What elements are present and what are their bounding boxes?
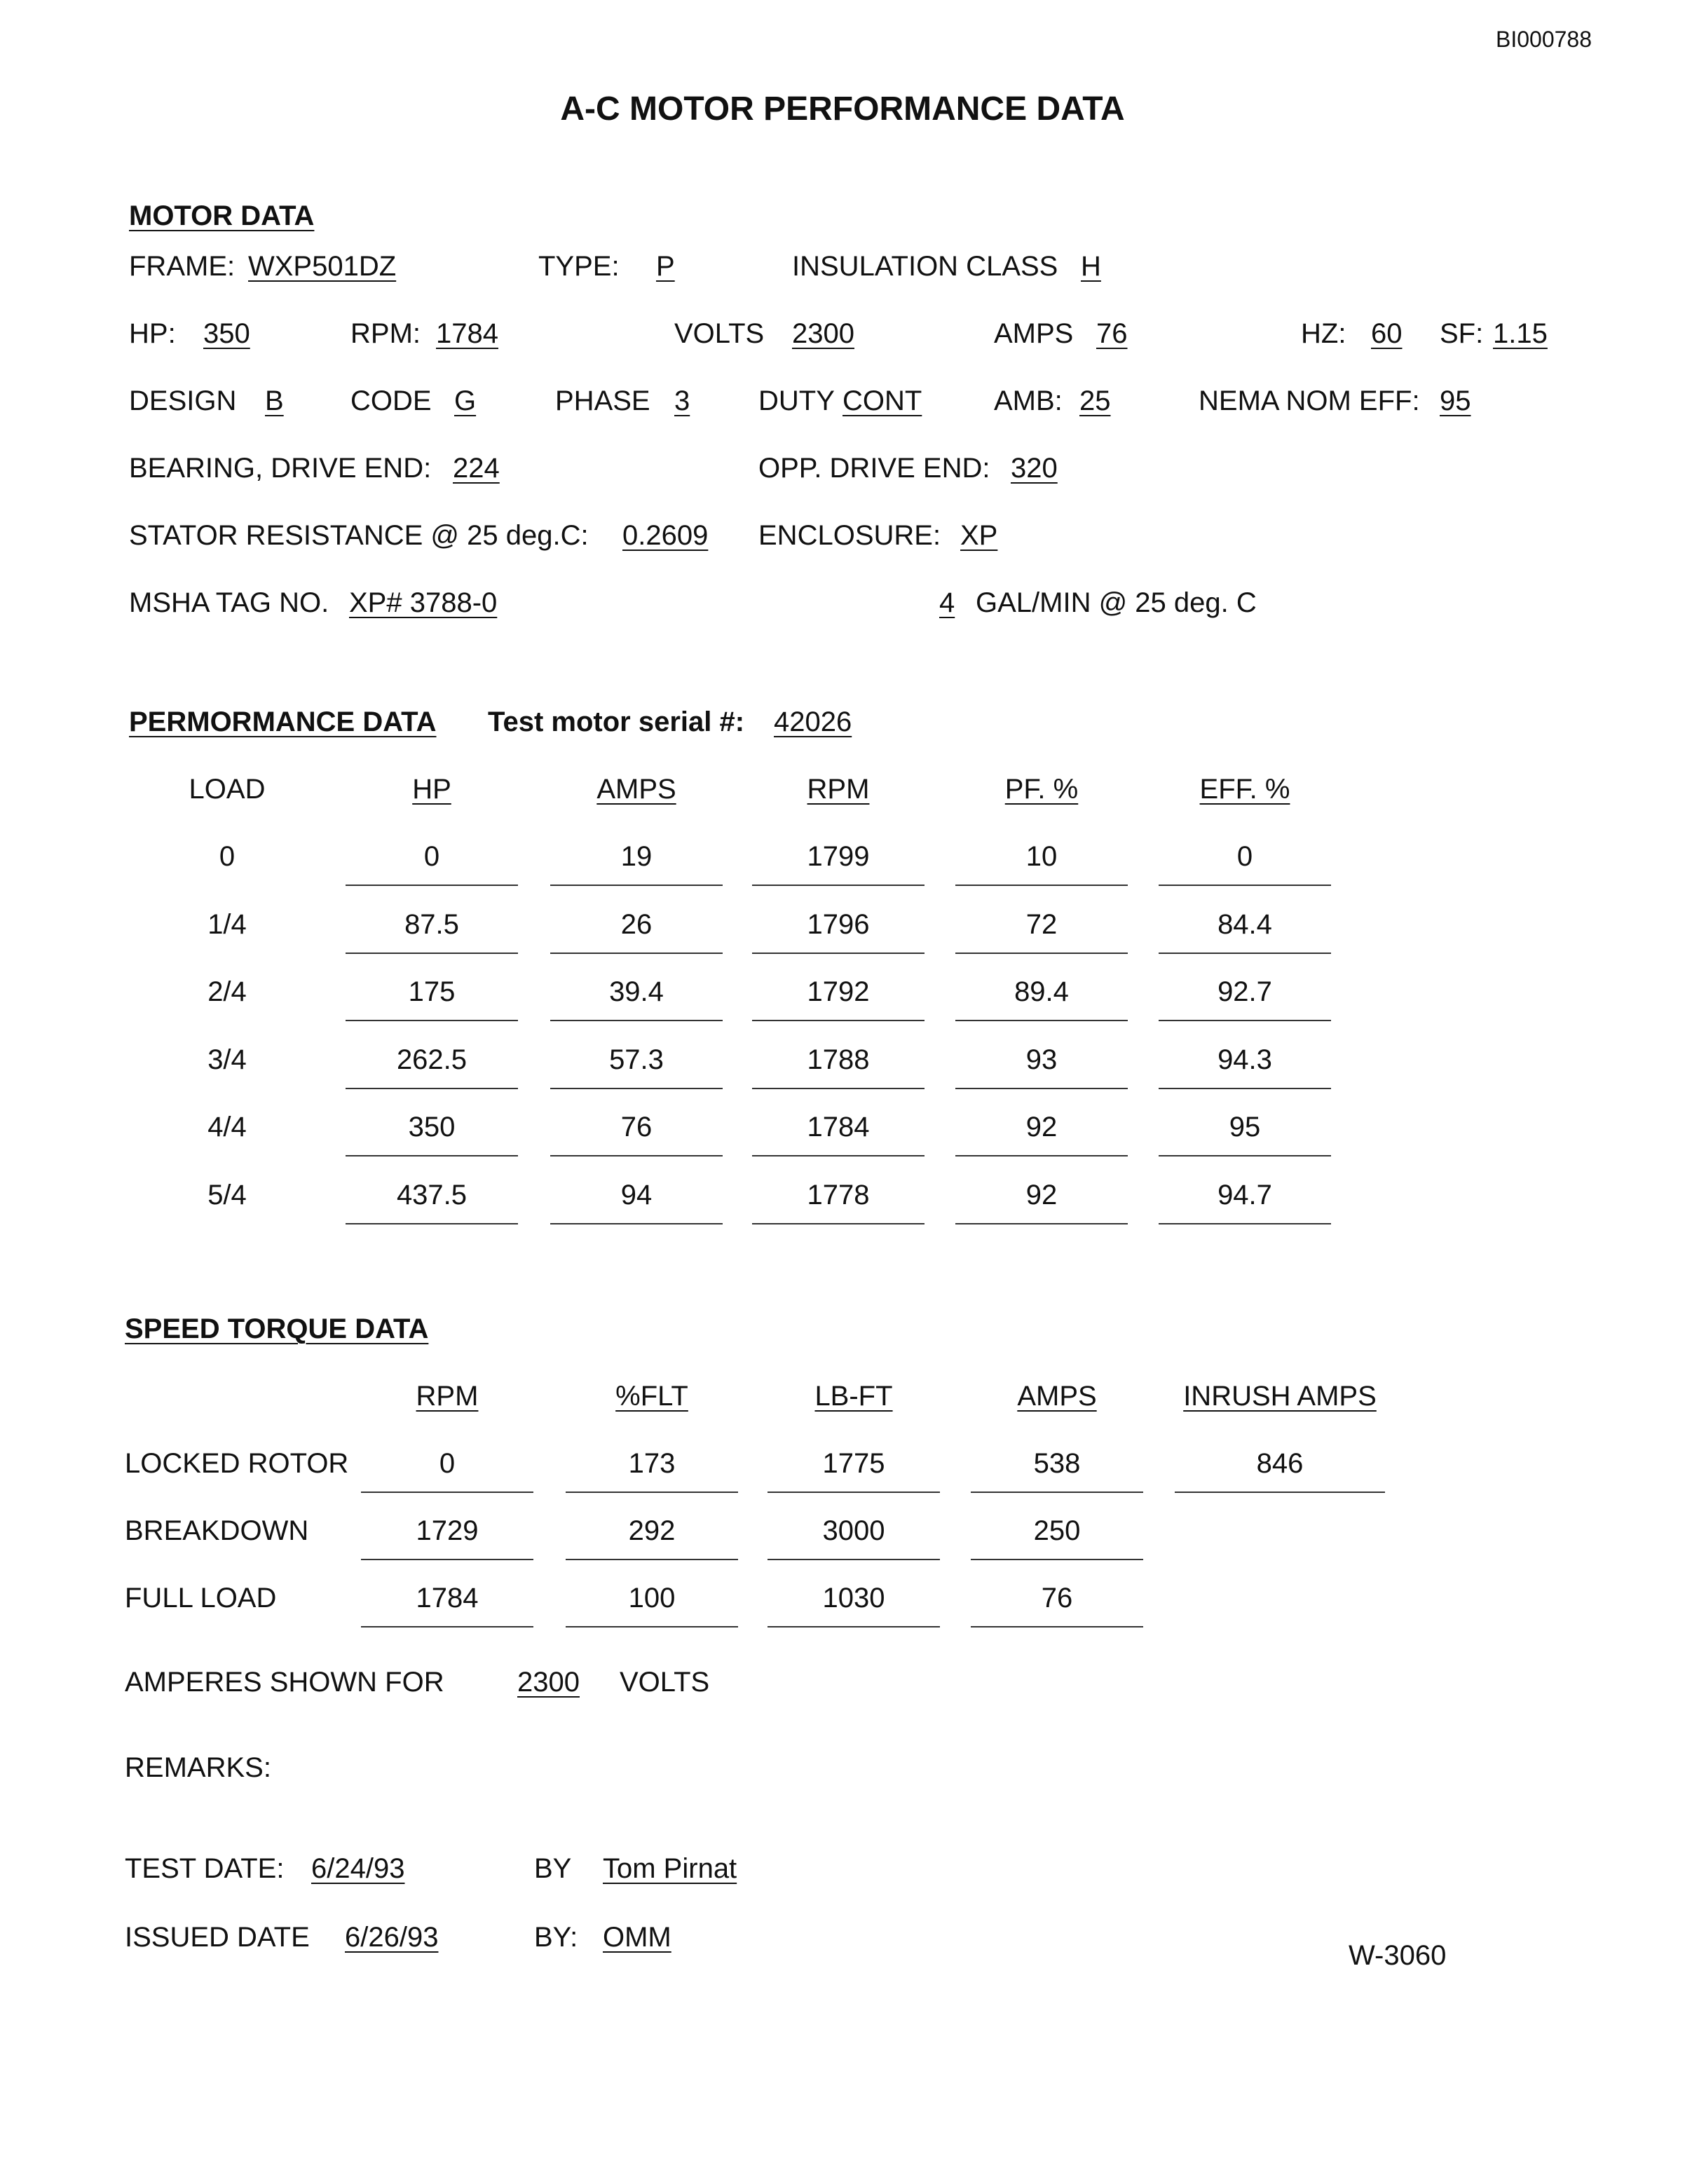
- perf-cell-load: 1/4: [207, 909, 247, 940]
- st-header-amps: AMPS: [1017, 1381, 1097, 1412]
- motor-data-heading: MOTOR DATA: [129, 200, 315, 231]
- st-header-rpm: RPM: [416, 1381, 479, 1412]
- perf-row-rule: [346, 953, 518, 954]
- perf-cell-amps: 19: [620, 841, 653, 872]
- st-cell-amps: 76: [1041, 1583, 1073, 1613]
- st-row-rule: [1175, 1492, 1385, 1493]
- hz-value: 60: [1371, 318, 1403, 349]
- perf-row-rule: [550, 1020, 723, 1021]
- st-row-rule: [971, 1559, 1143, 1560]
- msha-tag-label: MSHA TAG NO.: [129, 587, 329, 618]
- perf-row-rule: [550, 885, 723, 886]
- perf-cell-hp: 350: [408, 1112, 456, 1142]
- perf-cell-rpm: 1792: [807, 976, 870, 1007]
- st-row-rule: [971, 1626, 1143, 1627]
- perf-cell-eff: 95: [1229, 1112, 1261, 1142]
- duty-value: CONT: [842, 385, 922, 416]
- gal-min-label: GAL/MIN @ 25 deg. C: [976, 587, 1257, 618]
- st-row-rule: [768, 1559, 940, 1560]
- issued-by-value: OMM: [603, 1922, 671, 1953]
- rpm-value: 1784: [436, 318, 498, 349]
- type-value: P: [656, 251, 675, 282]
- amps-value: 76: [1096, 318, 1128, 349]
- sf-value: 1.15: [1493, 318, 1548, 349]
- frame-value: WXP501DZ: [248, 251, 397, 282]
- st-row-rule: [361, 1559, 533, 1560]
- insulation-label: INSULATION CLASS: [792, 251, 1058, 282]
- perf-row-rule: [346, 885, 518, 886]
- performance-data-heading: PERMORMANCE DATA: [129, 707, 437, 737]
- perf-row-rule: [550, 1088, 723, 1089]
- st-cell-inrush: 846: [1256, 1448, 1304, 1479]
- perf-row-rule: [1159, 1155, 1331, 1156]
- perf-cell-eff: 0: [1236, 841, 1253, 872]
- st-cell-amps: 538: [1033, 1448, 1081, 1479]
- st-row-rule: [361, 1492, 533, 1493]
- perf-cell-amps: 57.3: [609, 1044, 664, 1075]
- opp-drive-end-value: 320: [1011, 453, 1058, 484]
- test-by-label: BY: [534, 1853, 572, 1884]
- volts-unit-label: VOLTS: [620, 1667, 710, 1698]
- nema-eff-value: 95: [1440, 385, 1471, 416]
- bearing-drive-end-label: BEARING, DRIVE END:: [129, 453, 432, 484]
- code-label: CODE: [350, 385, 432, 416]
- amb-label: AMB:: [994, 385, 1063, 416]
- perf-row-rule: [955, 1155, 1128, 1156]
- perf-cell-load: 2/4: [207, 976, 247, 1007]
- amps-label: AMPS: [994, 318, 1074, 349]
- perf-row-rule: [752, 885, 925, 886]
- perf-header-eff: EFF. %: [1199, 774, 1290, 805]
- perf-row-rule: [550, 1223, 723, 1224]
- perf-cell-eff: 84.4: [1217, 909, 1272, 940]
- issued-by-label: BY:: [534, 1922, 578, 1953]
- st-cell-flt: 292: [628, 1515, 676, 1546]
- perf-cell-pf: 92: [1025, 1180, 1058, 1210]
- frame-label: FRAME:: [129, 251, 236, 282]
- perf-cell-rpm: 1784: [807, 1112, 870, 1142]
- stator-resistance-label: STATOR RESISTANCE @ 25 deg.C:: [129, 520, 589, 551]
- stator-resistance-value: 0.2609: [622, 520, 709, 551]
- insulation-value: H: [1081, 251, 1101, 282]
- issued-date-label: ISSUED DATE: [125, 1922, 310, 1953]
- st-cell-lbft: 1775: [822, 1448, 885, 1479]
- perf-cell-rpm: 1796: [807, 909, 870, 940]
- sf-label: SF:: [1440, 318, 1484, 349]
- perf-cell-load: 4/4: [207, 1112, 247, 1142]
- amperes-shown-label: AMPERES SHOWN FOR: [125, 1667, 444, 1698]
- st-cell-lbft: 1030: [822, 1583, 885, 1613]
- st-header-inrush: INRUSH AMPS: [1183, 1381, 1377, 1412]
- perf-row-rule: [752, 1020, 925, 1021]
- perf-row-rule: [955, 953, 1128, 954]
- code-value: G: [454, 385, 477, 416]
- st-header-flt: %FLT: [615, 1381, 688, 1412]
- perf-cell-hp: 0: [423, 841, 440, 872]
- perf-row-rule: [1159, 1020, 1331, 1021]
- amb-value: 25: [1079, 385, 1111, 416]
- remarks-label: REMARKS:: [125, 1752, 271, 1783]
- perf-cell-amps: 76: [620, 1112, 653, 1142]
- perf-cell-load: 0: [219, 841, 236, 872]
- serial-label: Test motor serial #:: [488, 707, 745, 737]
- perf-cell-rpm: 1799: [807, 841, 870, 872]
- type-label: TYPE:: [538, 251, 620, 282]
- perf-row-rule: [955, 1223, 1128, 1224]
- perf-cell-eff: 94.7: [1217, 1180, 1272, 1210]
- perf-cell-eff: 94.3: [1217, 1044, 1272, 1075]
- perf-row-rule: [346, 1020, 518, 1021]
- st-row-rule: [768, 1492, 940, 1493]
- perf-cell-hp: 262.5: [396, 1044, 468, 1075]
- perf-cell-hp: 437.5: [396, 1180, 468, 1210]
- st-cell-lbft: 3000: [822, 1515, 885, 1546]
- perf-row-rule: [955, 1020, 1128, 1021]
- st-row-rule: [566, 1559, 738, 1560]
- perf-row-rule: [1159, 1088, 1331, 1089]
- perf-row-rule: [1159, 953, 1331, 954]
- design-value: B: [265, 385, 284, 416]
- design-label: DESIGN: [129, 385, 237, 416]
- perf-row-rule: [1159, 885, 1331, 886]
- page-title: A-C MOTOR PERFORMANCE DATA: [560, 90, 1125, 128]
- st-cell-rpm: 1784: [416, 1583, 479, 1613]
- st-cell-rpm: 0: [439, 1448, 456, 1479]
- perf-header-load: LOAD: [189, 774, 266, 805]
- perf-header-hp: HP: [412, 774, 451, 805]
- speed-torque-heading: SPEED TORQUE DATA: [125, 1313, 429, 1344]
- perf-row-rule: [752, 1155, 925, 1156]
- perf-row-rule: [752, 1088, 925, 1089]
- amperes-volts-value: 2300: [517, 1667, 580, 1698]
- perf-cell-pf: 89.4: [1014, 976, 1069, 1007]
- perf-cell-rpm: 1778: [807, 1180, 870, 1210]
- perf-cell-pf: 93: [1025, 1044, 1058, 1075]
- st-header-lbft: LB-FT: [814, 1381, 893, 1412]
- st-cell-flt: 173: [628, 1448, 676, 1479]
- perf-row-rule: [752, 1223, 925, 1224]
- perf-header-pf: PF. %: [1004, 774, 1079, 805]
- enclosure-value: XP: [960, 520, 998, 551]
- st-cell-amps: 250: [1033, 1515, 1081, 1546]
- perf-row-rule: [550, 953, 723, 954]
- perf-cell-eff: 92.7: [1217, 976, 1272, 1007]
- perf-cell-hp: 175: [408, 976, 456, 1007]
- perf-cell-amps: 26: [620, 909, 653, 940]
- msha-tag-value: XP# 3788-0: [349, 587, 498, 618]
- perf-header-amps: AMPS: [596, 774, 676, 805]
- st-row-label: FULL LOAD: [125, 1583, 277, 1613]
- perf-row-rule: [955, 1088, 1128, 1089]
- perf-row-rule: [752, 953, 925, 954]
- perf-row-rule: [955, 885, 1128, 886]
- hz-label: HZ:: [1301, 318, 1346, 349]
- perf-cell-load: 5/4: [207, 1180, 247, 1210]
- volts-value: 2300: [792, 318, 854, 349]
- perf-header-rpm: RPM: [807, 774, 870, 805]
- perf-cell-pf: 10: [1025, 841, 1058, 872]
- perf-cell-hp: 87.5: [404, 909, 459, 940]
- phase-value: 3: [674, 385, 690, 416]
- st-row-rule: [768, 1626, 940, 1627]
- st-row-rule: [566, 1626, 738, 1627]
- perf-row-rule: [550, 1155, 723, 1156]
- perf-cell-amps: 39.4: [609, 976, 664, 1007]
- duty-label: DUTY: [758, 385, 835, 416]
- st-row-rule: [566, 1492, 738, 1493]
- bearing-drive-end-value: 224: [453, 453, 500, 484]
- test-date-label: TEST DATE:: [125, 1853, 285, 1884]
- hp-value: 350: [203, 318, 250, 349]
- form-number: W-3060: [1349, 1940, 1447, 1971]
- issued-date-value: 6/26/93: [345, 1922, 439, 1953]
- perf-row-rule: [346, 1155, 518, 1156]
- perf-row-rule: [346, 1223, 518, 1224]
- perf-cell-load: 3/4: [207, 1044, 247, 1075]
- phase-label: PHASE: [555, 385, 650, 416]
- perf-cell-pf: 72: [1025, 909, 1058, 940]
- st-cell-rpm: 1729: [416, 1515, 479, 1546]
- perf-row-rule: [346, 1088, 518, 1089]
- enclosure-label: ENCLOSURE:: [758, 520, 941, 551]
- perf-cell-pf: 92: [1025, 1112, 1058, 1142]
- rpm-label: RPM:: [350, 318, 421, 349]
- perf-row-rule: [1159, 1223, 1331, 1224]
- st-row-label: BREAKDOWN: [125, 1515, 309, 1546]
- gal-min-value: 4: [939, 587, 955, 618]
- perf-cell-rpm: 1788: [807, 1044, 870, 1075]
- st-cell-flt: 100: [628, 1583, 676, 1613]
- volts-label: VOLTS: [674, 318, 765, 349]
- perf-cell-amps: 94: [620, 1180, 653, 1210]
- test-date-value: 6/24/93: [311, 1853, 405, 1884]
- st-row-rule: [971, 1492, 1143, 1493]
- nema-eff-label: NEMA NOM EFF:: [1199, 385, 1420, 416]
- test-by-value: Tom Pirnat: [603, 1853, 737, 1884]
- opp-drive-end-label: OPP. DRIVE END:: [758, 453, 990, 484]
- st-row-label: LOCKED ROTOR: [125, 1448, 349, 1479]
- hp-label: HP:: [129, 318, 176, 349]
- document-id: BI000788: [1496, 27, 1592, 52]
- serial-value: 42026: [774, 707, 852, 737]
- st-row-rule: [361, 1626, 533, 1627]
